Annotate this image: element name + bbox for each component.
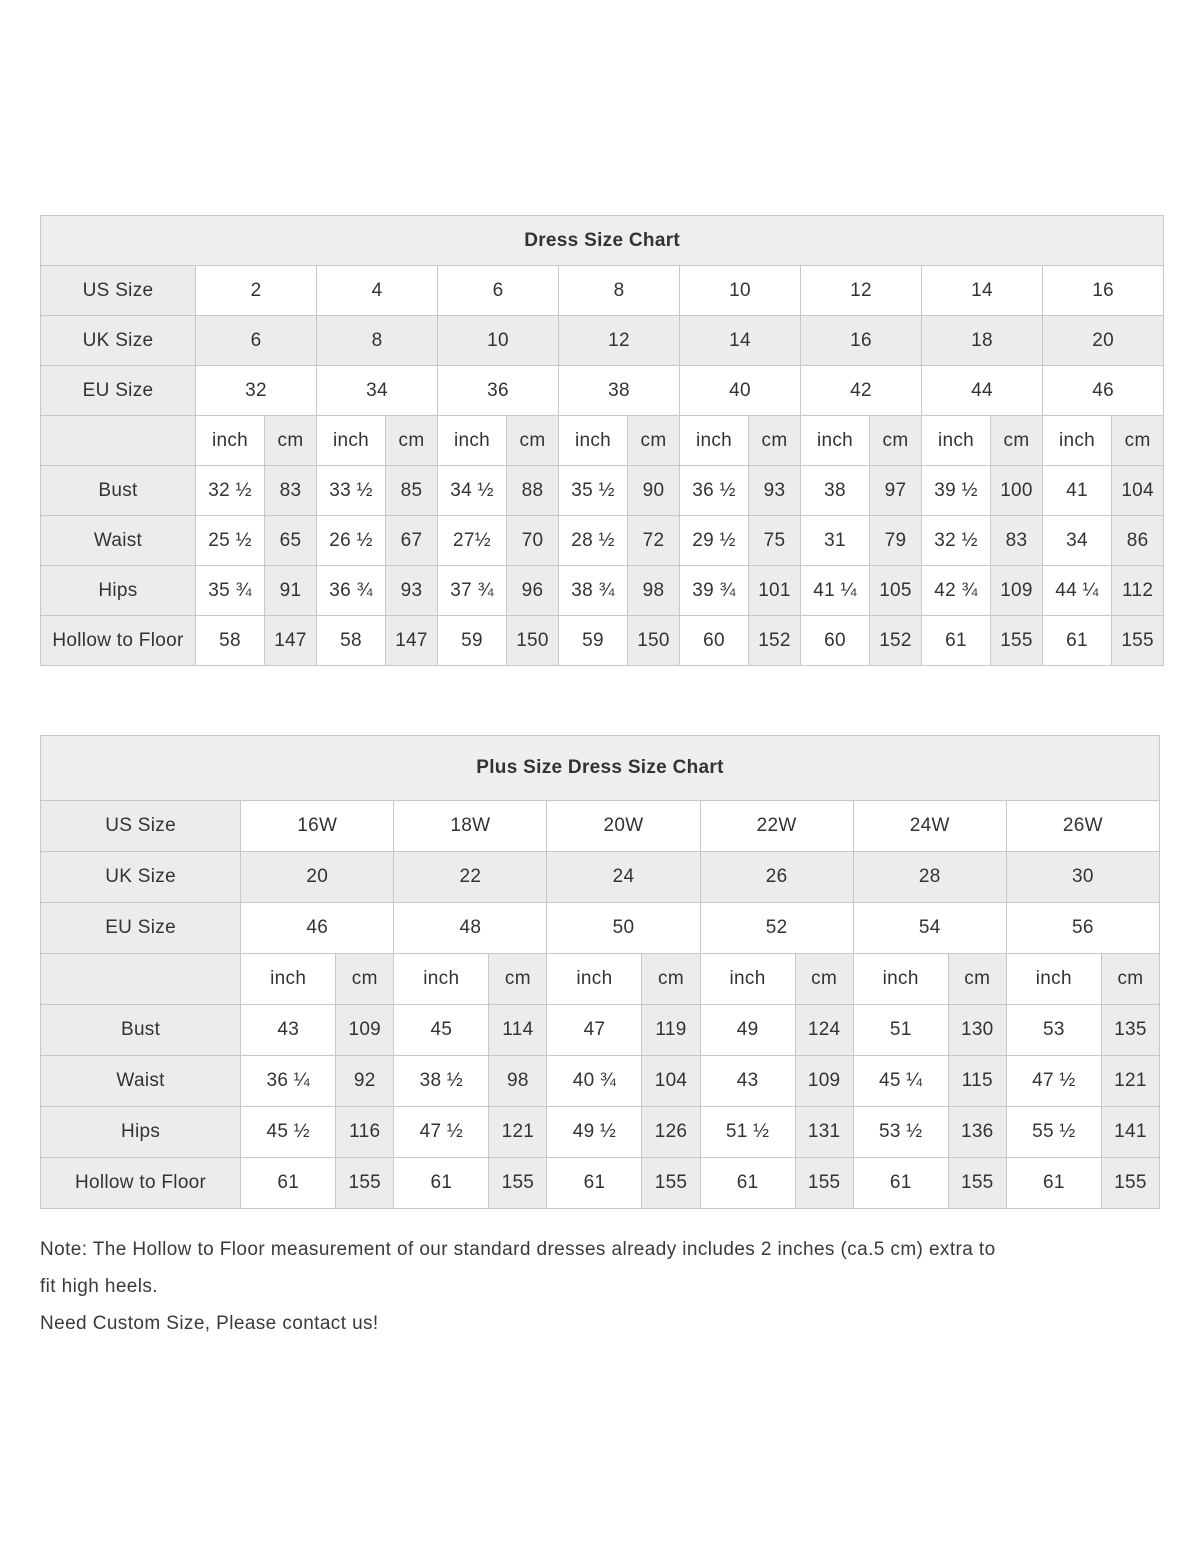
measure-cm-cell: 135 [1101, 1005, 1159, 1056]
measure-inch-cell: 41 ¼ [801, 566, 870, 616]
measure-inch-cell: 38 ½ [394, 1056, 489, 1107]
table-row [41, 616, 1164, 666]
table-row [41, 1005, 1160, 1056]
size-value-cell: 34 [317, 366, 438, 416]
unit-header-cell: inch [853, 954, 948, 1005]
size-value-cell: 22W [700, 801, 853, 852]
size-value-cell: 20W [547, 801, 700, 852]
measure-inch-cell: 27½ [438, 516, 507, 566]
measure-inch-cell: 33 ½ [317, 466, 386, 516]
measure-inch-cell: 59 [559, 616, 628, 666]
measure-cm-cell: 72 [628, 516, 680, 566]
measure-inch-cell: 59 [438, 616, 507, 666]
measure-inch-cell: 26 ½ [317, 516, 386, 566]
measure-inch-cell: 42 ¾ [922, 566, 991, 616]
table-row [41, 366, 1164, 416]
table-row [41, 736, 1160, 801]
measure-cm-cell: 150 [507, 616, 559, 666]
size-value-cell: 4 [317, 266, 438, 316]
measure-cm-cell: 109 [336, 1005, 394, 1056]
measure-cm-cell: 130 [948, 1005, 1006, 1056]
unit-header-cell: inch [700, 954, 795, 1005]
measure-inch-cell: 61 [547, 1158, 642, 1209]
measure-cm-cell: 155 [795, 1158, 853, 1209]
table-row [41, 1107, 1160, 1158]
unit-header-cell: cm [336, 954, 394, 1005]
size-value-cell: 30 [1006, 852, 1159, 903]
measure-inch-cell: 51 [853, 1005, 948, 1056]
size-value-cell: 26W [1006, 801, 1159, 852]
measure-inch-cell: 36 ¼ [241, 1056, 336, 1107]
row-label-cell: US Size [41, 266, 196, 316]
row-label-cell: US Size [41, 801, 241, 852]
measure-inch-cell: 60 [801, 616, 870, 666]
measure-inch-cell: 36 ¾ [317, 566, 386, 616]
unit-header-cell: inch [559, 416, 628, 466]
measure-inch-cell: 58 [317, 616, 386, 666]
measure-cm-cell: 104 [1112, 466, 1164, 516]
unit-header-cell: inch [438, 416, 507, 466]
row-label-cell: UK Size [41, 316, 196, 366]
row-label-cell: UK Size [41, 852, 241, 903]
measure-inch-cell: 35 ½ [559, 466, 628, 516]
size-value-cell: 50 [547, 903, 700, 954]
size-value-cell: 28 [853, 852, 1006, 903]
measure-inch-cell: 61 [1006, 1158, 1101, 1209]
measure-cm-cell: 152 [870, 616, 922, 666]
row-label-cell: EU Size [41, 366, 196, 416]
measure-inch-cell: 38 [801, 466, 870, 516]
measure-inch-cell: 41 [1043, 466, 1112, 516]
measure-cm-cell: 121 [1101, 1056, 1159, 1107]
measure-cm-cell: 101 [749, 566, 801, 616]
measure-inch-cell: 61 [1043, 616, 1112, 666]
size-value-cell: 16 [1043, 266, 1164, 316]
row-label-cell: Waist [41, 516, 196, 566]
measure-inch-cell: 55 ½ [1006, 1107, 1101, 1158]
size-value-cell: 12 [559, 316, 680, 366]
size-value-cell: 14 [922, 266, 1043, 316]
size-value-cell: 46 [1043, 366, 1164, 416]
table-row [41, 266, 1164, 316]
measure-inch-cell: 61 [853, 1158, 948, 1209]
size-value-cell: 26 [700, 852, 853, 903]
size-value-cell: 6 [438, 266, 559, 316]
size-value-cell: 48 [394, 903, 547, 954]
size-value-cell: 44 [922, 366, 1043, 416]
measure-inch-cell: 45 ½ [241, 1107, 336, 1158]
row-label-cell: EU Size [41, 903, 241, 954]
unit-header-cell: cm [1101, 954, 1159, 1005]
measure-cm-cell: 114 [489, 1005, 547, 1056]
size-value-cell: 24W [853, 801, 1006, 852]
table-row [41, 566, 1164, 616]
measure-cm-cell: 93 [386, 566, 438, 616]
measure-cm-cell: 100 [991, 466, 1043, 516]
unit-header-cell: inch [547, 954, 642, 1005]
row-label-cell: Hips [41, 1107, 241, 1158]
measure-inch-cell: 32 ½ [196, 466, 265, 516]
unit-header-cell: inch [1043, 416, 1112, 466]
table-row [41, 1158, 1160, 1209]
unit-header-cell: inch [196, 416, 265, 466]
unit-header-cell: inch [241, 954, 336, 1005]
table-row [41, 852, 1160, 903]
size-value-cell: 18 [922, 316, 1043, 366]
row-label-cell [41, 954, 241, 1005]
table-row [41, 416, 1164, 466]
chart-title: Plus Size Dress Size Chart [41, 736, 1160, 801]
measure-inch-cell: 34 ½ [438, 466, 507, 516]
unit-header-cell: cm [749, 416, 801, 466]
measure-cm-cell: 155 [1101, 1158, 1159, 1209]
unit-header-cell: inch [317, 416, 386, 466]
unit-header-cell: cm [1112, 416, 1164, 466]
measure-cm-cell: 88 [507, 466, 559, 516]
measure-cm-cell: 90 [628, 466, 680, 516]
unit-header-cell: cm [642, 954, 700, 1005]
size-value-cell: 14 [680, 316, 801, 366]
note-text [40, 1231, 1160, 1342]
measure-cm-cell: 155 [642, 1158, 700, 1209]
measure-cm-cell: 83 [991, 516, 1043, 566]
measure-inch-cell: 58 [196, 616, 265, 666]
measure-inch-cell: 39 ½ [922, 466, 991, 516]
table-row [41, 954, 1160, 1005]
measure-inch-cell: 47 ½ [1006, 1056, 1101, 1107]
unit-header-cell: inch [1006, 954, 1101, 1005]
table-row [41, 801, 1160, 852]
unit-header-cell: cm [507, 416, 559, 466]
measure-inch-cell: 32 ½ [922, 516, 991, 566]
measure-inch-cell: 45 ¼ [853, 1056, 948, 1107]
note-line-1: Note: The Hollow to Floor measurement of our standard dresses already includes 2 inches (ca.5 cm) extra to [40, 1239, 996, 1260]
size-value-cell: 6 [196, 316, 317, 366]
size-value-cell: 20 [241, 852, 394, 903]
unit-header-cell: cm [628, 416, 680, 466]
measure-cm-cell: 126 [642, 1107, 700, 1158]
unit-header-cell: inch [801, 416, 870, 466]
measure-cm-cell: 91 [265, 566, 317, 616]
measure-cm-cell: 155 [991, 616, 1043, 666]
measure-cm-cell: 112 [1112, 566, 1164, 616]
measure-cm-cell: 152 [749, 616, 801, 666]
unit-header-cell: cm [489, 954, 547, 1005]
row-label-cell: Bust [41, 466, 196, 516]
measure-inch-cell: 51 ½ [700, 1107, 795, 1158]
measure-inch-cell: 36 ½ [680, 466, 749, 516]
measure-inch-cell: 37 ¾ [438, 566, 507, 616]
measure-inch-cell: 61 [241, 1158, 336, 1209]
measure-cm-cell: 155 [336, 1158, 394, 1209]
measure-cm-cell: 136 [948, 1107, 1006, 1158]
measure-inch-cell: 53 ½ [853, 1107, 948, 1158]
measure-inch-cell: 61 [922, 616, 991, 666]
measure-cm-cell: 79 [870, 516, 922, 566]
measure-cm-cell: 155 [489, 1158, 547, 1209]
measure-inch-cell: 60 [680, 616, 749, 666]
unit-header-cell: cm [795, 954, 853, 1005]
row-label-cell: Waist [41, 1056, 241, 1107]
measure-inch-cell: 47 [547, 1005, 642, 1056]
measure-cm-cell: 75 [749, 516, 801, 566]
measure-cm-cell: 109 [991, 566, 1043, 616]
measure-inch-cell: 61 [394, 1158, 489, 1209]
size-value-cell: 12 [801, 266, 922, 316]
size-value-cell: 10 [680, 266, 801, 316]
measure-inch-cell: 53 [1006, 1005, 1101, 1056]
measure-cm-cell: 115 [948, 1056, 1006, 1107]
size-value-cell: 40 [680, 366, 801, 416]
table-row [41, 1056, 1160, 1107]
measure-cm-cell: 86 [1112, 516, 1164, 566]
measure-inch-cell: 45 [394, 1005, 489, 1056]
table-row [41, 903, 1160, 954]
size-value-cell: 32 [196, 366, 317, 416]
size-value-cell: 38 [559, 366, 680, 416]
measure-cm-cell: 109 [795, 1056, 853, 1107]
measure-cm-cell: 93 [749, 466, 801, 516]
size-value-cell: 2 [196, 266, 317, 316]
size-value-cell: 8 [317, 316, 438, 366]
measure-inch-cell: 49 [700, 1005, 795, 1056]
size-value-cell: 16W [241, 801, 394, 852]
plus-size-chart-table [40, 735, 1160, 1209]
measure-cm-cell: 155 [948, 1158, 1006, 1209]
size-value-cell: 10 [438, 316, 559, 366]
measure-cm-cell: 70 [507, 516, 559, 566]
measure-cm-cell: 155 [1112, 616, 1164, 666]
size-value-cell: 46 [241, 903, 394, 954]
measure-inch-cell: 31 [801, 516, 870, 566]
measure-inch-cell: 28 ½ [559, 516, 628, 566]
measure-cm-cell: 150 [628, 616, 680, 666]
measure-cm-cell: 147 [265, 616, 317, 666]
measure-cm-cell: 131 [795, 1107, 853, 1158]
note-line-3: Need Custom Size, Please contact us! [40, 1313, 379, 1334]
size-value-cell: 20 [1043, 316, 1164, 366]
measure-inch-cell: 61 [700, 1158, 795, 1209]
row-label-cell: Bust [41, 1005, 241, 1056]
size-value-cell: 18W [394, 801, 547, 852]
measure-inch-cell: 25 ½ [196, 516, 265, 566]
measure-inch-cell: 38 ¾ [559, 566, 628, 616]
table-row [41, 466, 1164, 516]
measure-inch-cell: 35 ¾ [196, 566, 265, 616]
measure-cm-cell: 119 [642, 1005, 700, 1056]
table-row [41, 216, 1164, 266]
measure-cm-cell: 116 [336, 1107, 394, 1158]
measure-inch-cell: 43 [700, 1056, 795, 1107]
size-value-cell: 36 [438, 366, 559, 416]
measure-cm-cell: 141 [1101, 1107, 1159, 1158]
unit-header-cell: inch [680, 416, 749, 466]
measure-inch-cell: 44 ¼ [1043, 566, 1112, 616]
measure-inch-cell: 40 ¾ [547, 1056, 642, 1107]
size-value-cell: 56 [1006, 903, 1159, 954]
standard-size-chart-table [40, 215, 1164, 666]
measure-cm-cell: 104 [642, 1056, 700, 1107]
unit-header-cell: inch [394, 954, 489, 1005]
measure-inch-cell: 49 ½ [547, 1107, 642, 1158]
measure-cm-cell: 105 [870, 566, 922, 616]
unit-header-cell: cm [991, 416, 1043, 466]
row-label-cell [41, 416, 196, 466]
measure-cm-cell: 85 [386, 466, 438, 516]
table-row [41, 516, 1164, 566]
size-value-cell: 42 [801, 366, 922, 416]
measure-inch-cell: 34 [1043, 516, 1112, 566]
row-label-cell: Hollow to Floor [41, 1158, 241, 1209]
row-label-cell: Hips [41, 566, 196, 616]
size-value-cell: 8 [559, 266, 680, 316]
measure-cm-cell: 67 [386, 516, 438, 566]
measure-cm-cell: 124 [795, 1005, 853, 1056]
measure-cm-cell: 98 [489, 1056, 547, 1107]
unit-header-cell: cm [386, 416, 438, 466]
measure-cm-cell: 96 [507, 566, 559, 616]
measure-inch-cell: 29 ½ [680, 516, 749, 566]
measure-inch-cell: 39 ¾ [680, 566, 749, 616]
measure-cm-cell: 98 [628, 566, 680, 616]
measure-cm-cell: 65 [265, 516, 317, 566]
measure-cm-cell: 92 [336, 1056, 394, 1107]
measure-cm-cell: 121 [489, 1107, 547, 1158]
size-value-cell: 52 [700, 903, 853, 954]
size-value-cell: 16 [801, 316, 922, 366]
note-line-2: fit high heels. [40, 1276, 158, 1297]
unit-header-cell: cm [870, 416, 922, 466]
row-label-cell: Hollow to Floor [41, 616, 196, 666]
size-value-cell: 24 [547, 852, 700, 903]
unit-header-cell: inch [922, 416, 991, 466]
measure-cm-cell: 83 [265, 466, 317, 516]
measure-inch-cell: 47 ½ [394, 1107, 489, 1158]
unit-header-cell: cm [948, 954, 1006, 1005]
measure-cm-cell: 147 [386, 616, 438, 666]
chart-title: Dress Size Chart [41, 216, 1164, 266]
size-value-cell: 54 [853, 903, 1006, 954]
size-value-cell: 22 [394, 852, 547, 903]
table-row [41, 316, 1164, 366]
measure-inch-cell: 43 [241, 1005, 336, 1056]
measure-cm-cell: 97 [870, 466, 922, 516]
unit-header-cell: cm [265, 416, 317, 466]
